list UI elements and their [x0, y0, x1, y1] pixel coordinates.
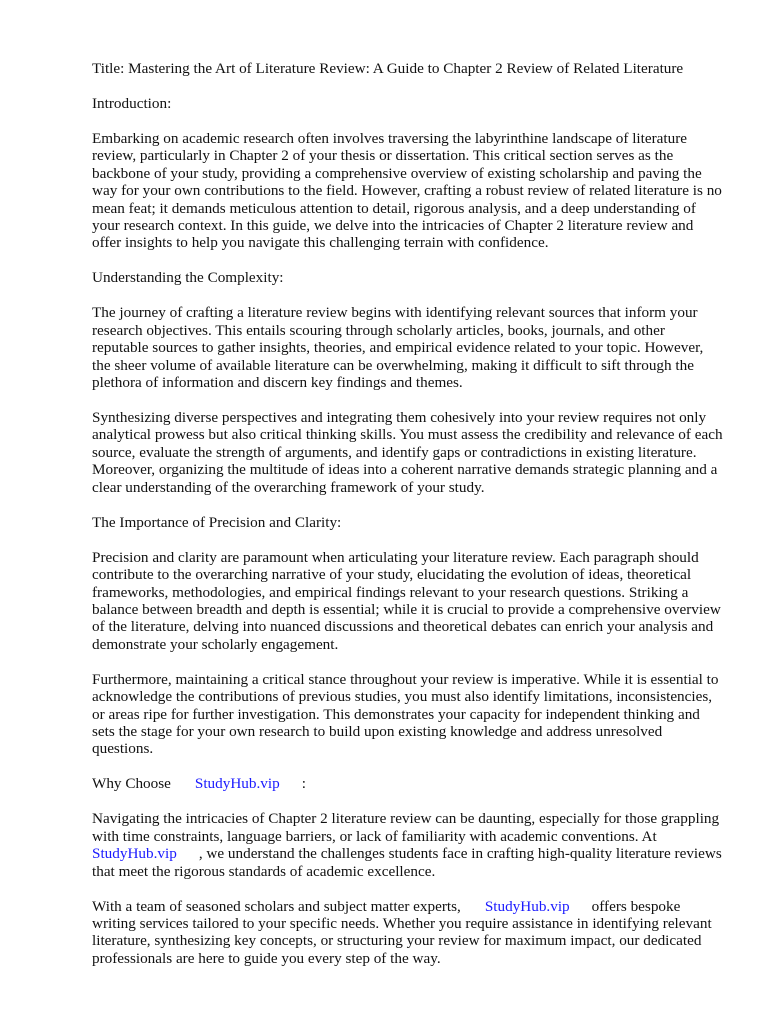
- team-text-1: With a team of seasoned scholars and subject matter experts,: [92, 897, 461, 915]
- studyhub-link-team[interactable]: StudyHub.vip: [484, 897, 570, 915]
- why-choose-heading: [92, 775, 724, 792]
- why-choose-suffix: :: [301, 775, 306, 793]
- team-text-2: offers bespoke writing services tailored to your specific needs. Whether you require assistance in identifying relevant literature, synthesizing key concepts, or structuring your review for maximum impact, our dedicated professionals are here to guide you every step of the way.: [92, 897, 712, 967]
- document-page: [92, 60, 724, 985]
- precision-paragraph-1: Precision and clarity are paramount when articulating your literature review. Each paragraph should contribute to the overarching narrative of your study, elucidating the evolution of ideas, theoretical frameworks, methodologies, and empirical findings relevant to your research questions. Striking a balance between breadth and depth is essential; while it is crucial to provide a comprehensive overview of the literature, delving into nuanced discussions and theoretical debates can enrich your analysis and demonstrate your scholarly engagement.: [92, 548, 721, 653]
- team-paragraph: [92, 898, 724, 968]
- precision-paragraph-2: Furthermore, maintaining a critical stance throughout your review is imperative. While it is essential to acknowledge the contributions of previous studies, you must also identify limitations, inconsistencies, or areas ripe for further investigation. This demonstrates your capacity for independent thinking and sets the stage for your own research to build upon existing knowledge and address unresolved questions.: [92, 670, 719, 758]
- document-title: Title: Mastering the Art of Literature Review: A Guide to Chapter 2 Review of Related Literature: [92, 60, 684, 77]
- complexity-paragraph-1: The journey of crafting a literature review begins with identifying relevant sources that inform your research objectives. This entails scouring through scholarly articles, books, journals, and other reputable sources to gather insights, theories, and empirical evidence related to your topic. However, the sheer volume of available literature can be overwhelming, making it difficult to sift through the plethora of information and discern key findings and themes.: [92, 304, 704, 392]
- complexity-paragraph-2: Synthesizing diverse perspectives and integrating them cohesively into your review requires not only analytical prowess but also critical thinking skills. You must assess the credibility and relevance of each source, evaluate the strength of arguments, and identify gaps or contradictions in existing literature. Moreover, organizing the multitude of ideas into a coherent narrative demands strategic planning and a clear understanding of the overarching framework of your study.: [92, 409, 723, 496]
- precision-heading: The Importance of Precision and Clarity:: [92, 513, 342, 531]
- why-choose-prefix: Why Choose: [92, 775, 171, 793]
- studyhub-link-navigating[interactable]: StudyHub.vip: [92, 845, 177, 863]
- navigating-text-1: Navigating the intricacies of Chapter 2 literature review can be daunting, especially for those grappling with time constraints, language barriers, or lack of familiarity with academic conventions. At: [92, 810, 720, 845]
- complexity-heading: Understanding the Complexity:: [92, 269, 284, 287]
- navigating-paragraph: [92, 810, 724, 880]
- introduction-paragraph: Embarking on academic research often involves traversing the labyrinthine landscape of literature review, particularly in Chapter 2 of your thesis or dissertation. This critical section serves as the backbone of your study, providing a comprehensive overview of existing scholarship and paving the way for your own contributions to the field. However, crafting a robust review of related literature is no mean feat; it demands meticulous attention to detail, rigorous analysis, and a deep understanding of your research context. In this guide, we delve into the intricacies of Chapter 2 literature review and offer insights to help you navigate this challenging terrain with confidence.: [92, 130, 722, 252]
- introduction-heading: Introduction:: [92, 95, 172, 112]
- studyhub-link-heading[interactable]: StudyHub.vip: [194, 775, 280, 793]
- navigating-text-2: , we understand the challenges students face in crafting high-quality literature reviews that meet the rigorous standards of academic excellence.: [92, 845, 722, 880]
